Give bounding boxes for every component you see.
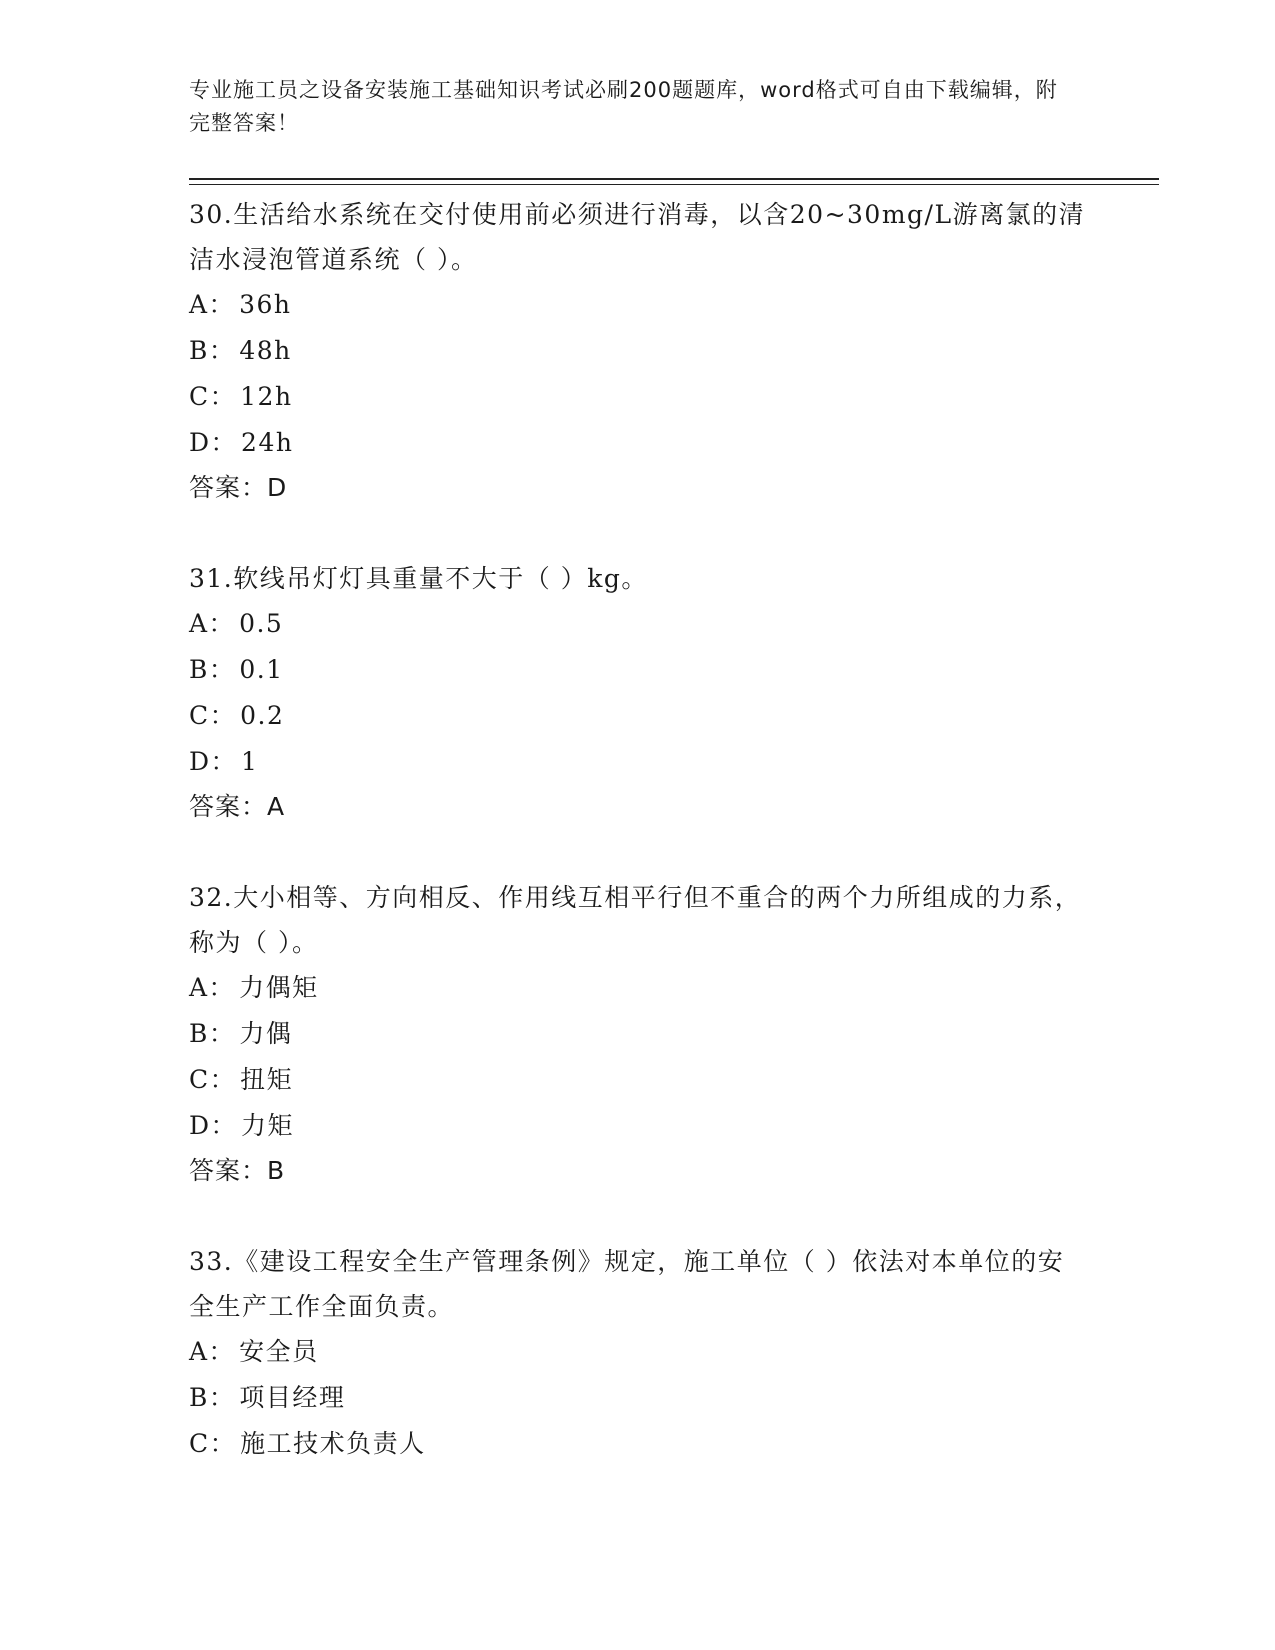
answer-label: 答案：A xyxy=(189,792,286,821)
option-d xyxy=(189,420,1089,466)
option-text: 36h xyxy=(239,290,292,319)
option-text: 项目经理 xyxy=(239,1383,346,1412)
option-text: 力偶矩 xyxy=(239,973,319,1002)
option-a xyxy=(189,282,1089,328)
question-list xyxy=(189,192,1089,1513)
option-key: A： xyxy=(189,1337,236,1366)
question-33 xyxy=(189,1239,1089,1467)
option-key: C： xyxy=(189,701,237,730)
question-32 xyxy=(189,875,1089,1193)
option-key: B： xyxy=(189,336,236,365)
option-key: B： xyxy=(189,1019,236,1048)
option-d xyxy=(189,1103,1089,1149)
option-a xyxy=(189,965,1089,1011)
option-key: C： xyxy=(189,1429,237,1458)
answer-label: 答案：B xyxy=(189,1156,286,1185)
option-key: D： xyxy=(189,747,238,776)
option-text: 0.2 xyxy=(240,701,285,730)
option-c xyxy=(189,1421,1089,1467)
option-c xyxy=(189,374,1089,420)
question-stem: 30.生活给水系统在交付使用前必须进行消毒，以含20~30mg/L游离氯的清洁水浸泡管道系统（ ）。 xyxy=(189,200,1086,274)
option-d xyxy=(189,739,1089,785)
option-b xyxy=(189,647,1089,693)
option-text: 12h xyxy=(240,382,293,411)
option-c xyxy=(189,693,1089,739)
option-text: 0.1 xyxy=(239,655,284,684)
question-stem: 31.软线吊灯灯具重量不大于（ ）kg。 xyxy=(189,564,648,593)
option-text: 0.5 xyxy=(239,609,284,638)
question-31 xyxy=(189,556,1089,829)
question-30 xyxy=(189,192,1089,510)
header-divider-thin xyxy=(189,184,1159,185)
option-b xyxy=(189,328,1089,374)
option-c xyxy=(189,1057,1089,1103)
option-key: D： xyxy=(189,1111,238,1140)
option-text: 安全员 xyxy=(239,1337,319,1366)
option-text: 力偶 xyxy=(239,1019,293,1048)
option-b xyxy=(189,1375,1089,1421)
option-key: B： xyxy=(189,1383,236,1412)
option-b xyxy=(189,1011,1089,1057)
option-text: 48h xyxy=(239,336,292,365)
answer-label: 答案：D xyxy=(189,473,288,502)
option-key: A： xyxy=(189,290,236,319)
option-text: 1 xyxy=(241,747,259,776)
option-key: A： xyxy=(189,609,236,638)
option-text: 力矩 xyxy=(241,1111,295,1140)
option-text: 施工技术负责人 xyxy=(240,1429,426,1458)
option-key: A： xyxy=(189,973,236,1002)
option-a xyxy=(189,1329,1089,1375)
option-text: 扭矩 xyxy=(240,1065,294,1094)
option-key: B： xyxy=(189,655,236,684)
option-text: 24h xyxy=(241,428,294,457)
document-header: 专业施工员之设备安装施工基础知识考试必刷200题题库，word格式可自由下载编辑，附完整答案！ xyxy=(189,78,1058,135)
option-key: D： xyxy=(189,428,238,457)
option-a xyxy=(189,601,1089,647)
question-stem: 33.《建设工程安全生产管理条例》规定，施工单位（ ）依法对本单位的安全生产工作全面负责。 xyxy=(189,1247,1065,1321)
question-stem: 32.大小相等、方向相反、作用线互相平行但不重合的两个力所组成的力系，称为（ ）。 xyxy=(189,883,1082,957)
header-divider-thick xyxy=(189,178,1159,180)
option-key: C： xyxy=(189,1065,237,1094)
option-key: C： xyxy=(189,382,237,411)
